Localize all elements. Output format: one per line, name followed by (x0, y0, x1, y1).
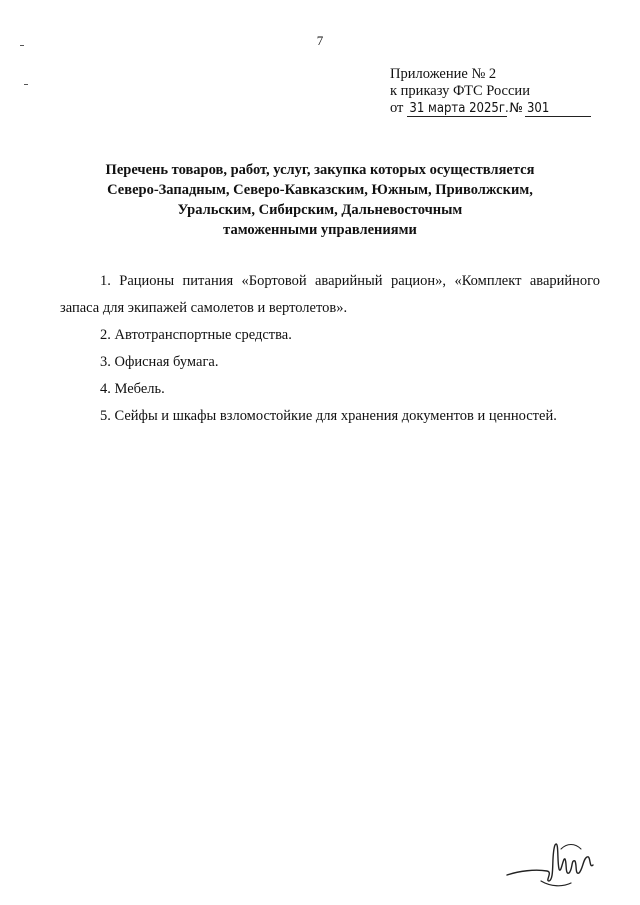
list-item (60, 268, 600, 322)
title-line: таможенными управлениями (223, 222, 417, 238)
title-line: Уральским, Сибирским, Дальневосточным (177, 202, 463, 218)
scan-mark (20, 45, 24, 46)
list-item-text: 4. Мебель. (100, 381, 165, 397)
list-item-text: 5. Сейфы и шкафы взломостойкие для хранения документов и ценностей. (100, 408, 557, 424)
page-number: 7 (316, 33, 324, 48)
title-line: Перечень товаров, работ, услуг, закупка которых осуществляется (105, 162, 535, 178)
list-item (60, 322, 600, 349)
appendix-order-date-number (390, 100, 591, 117)
list-item-continuation: запаса для экипажей самолетов и вертолетов». (60, 300, 348, 316)
title-line: Северо-Западным, Северо-Кавказским, Южным, Приволжским, (107, 182, 533, 198)
items-list (60, 268, 600, 430)
order-number: 301 (525, 101, 591, 117)
scan-mark (24, 84, 28, 85)
order-date: 31 марта 2025г. (409, 101, 509, 116)
list-item-text: 2. Автотранспортные средства. (100, 327, 292, 343)
list-item-text: 1. Рационы питания «Бортовой аварийный рацион», «Комплект аварийного (100, 273, 600, 289)
signature (505, 835, 597, 890)
appendix-block (390, 66, 591, 117)
list-item-text: 3. Офисная бумага. (100, 354, 219, 370)
number-sign: № (509, 101, 523, 116)
document-title (60, 160, 580, 240)
from-prefix: от (390, 100, 404, 116)
appendix-title: Приложение № 2 (390, 66, 497, 82)
list-item (60, 403, 600, 430)
list-item (60, 349, 600, 376)
appendix-order-ref: к приказу ФТС России (390, 83, 530, 99)
list-item (60, 376, 600, 403)
